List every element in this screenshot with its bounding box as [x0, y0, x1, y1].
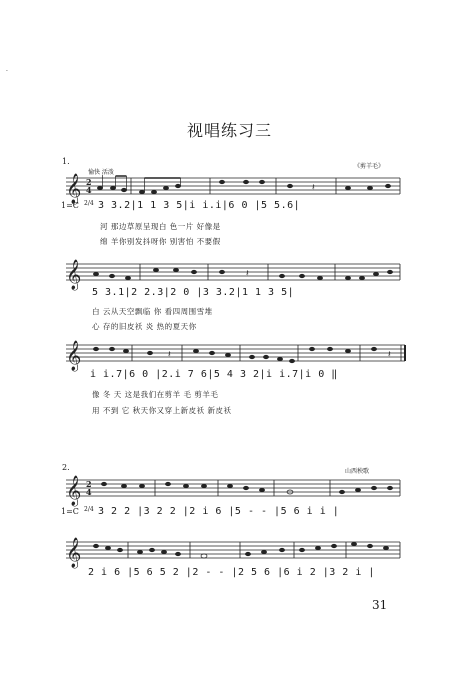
svg-text:4: 4	[86, 185, 92, 195]
lyric-line: 用 不到 它 秋天你又穿上新皮袄 新皮袄	[92, 406, 232, 415]
lyric-line: 心 存的旧皮袄 炎 热的夏天你	[92, 322, 197, 331]
page-number: 31	[372, 598, 388, 612]
svg-text:2: 2	[86, 177, 92, 187]
svg-text:2: 2	[86, 479, 92, 489]
jianpu-line: 3 2 2 |3 2 2 |2 i 6 |5 - - |5 6 i i |	[98, 506, 340, 517]
treble-clef-icon: 𝄞	[66, 476, 82, 506]
lyric-line: 绵 羊你别发抖呀你 别害怕 不要假	[100, 237, 221, 246]
exercise-2-timesig: 2/4	[84, 506, 94, 513]
staff-line-5	[66, 542, 400, 558]
treble-clef-icon: 𝄞	[66, 538, 82, 568]
jianpu-line: i i.7|6 0 |2.i 7 6|5 4 3 2|i i.7|i 0 ‖	[90, 369, 338, 380]
exercise-1-key: 1=C	[61, 201, 79, 210]
jianpu-line: 3 3.2|1 1 3 5|i i.i|6 0 |5 5.6|	[98, 200, 301, 211]
exercise-2-source: 山西秧歌	[345, 468, 370, 475]
svg-text:𝄽: 𝄽	[246, 269, 249, 279]
svg-text:𝄽: 𝄽	[168, 350, 171, 360]
lyric-line: 像 冬 天 这是我们在剪羊 毛 剪羊毛	[92, 390, 219, 399]
exercise-2-number: 2.	[62, 463, 70, 472]
jianpu-line: 2 i 6 |5 6 5 2 |2 - - |2 5 6 |6 i 2 |3 2 i |	[88, 567, 375, 578]
lyric-line: 河 那边草原呈现白 色一片 好像是	[100, 222, 221, 231]
lyric-line: 白 云从天空飘临 你 看四周围雪堆	[92, 307, 213, 316]
exercise-1-tempo: 愉快 活泼	[88, 169, 114, 176]
page-title: 视唱练习三	[186, 121, 272, 140]
staff-line-4	[66, 480, 400, 496]
treble-clef-icon: 𝄞	[66, 174, 82, 204]
exercise-1-source: 《剪羊毛》	[354, 163, 385, 170]
exercise-2-key: 1=C	[61, 507, 79, 516]
stray-mark: ·	[6, 68, 8, 75]
treble-clef-icon: 𝄞	[66, 260, 82, 290]
staff-line-3	[66, 345, 405, 361]
treble-clef-icon: 𝄞	[66, 341, 82, 371]
jianpu-line: 5 3.1|2 2.3|2 0 |3 3.2|1 1 3 5|	[92, 287, 295, 298]
svg-text:4: 4	[86, 487, 92, 497]
exercise-1-number: 1.	[62, 157, 70, 166]
svg-text:𝄽: 𝄽	[312, 183, 315, 193]
staff-line-1	[66, 178, 400, 194]
exercise-1-timesig: 2/4	[84, 200, 94, 207]
svg-text:𝄽: 𝄽	[388, 350, 391, 360]
